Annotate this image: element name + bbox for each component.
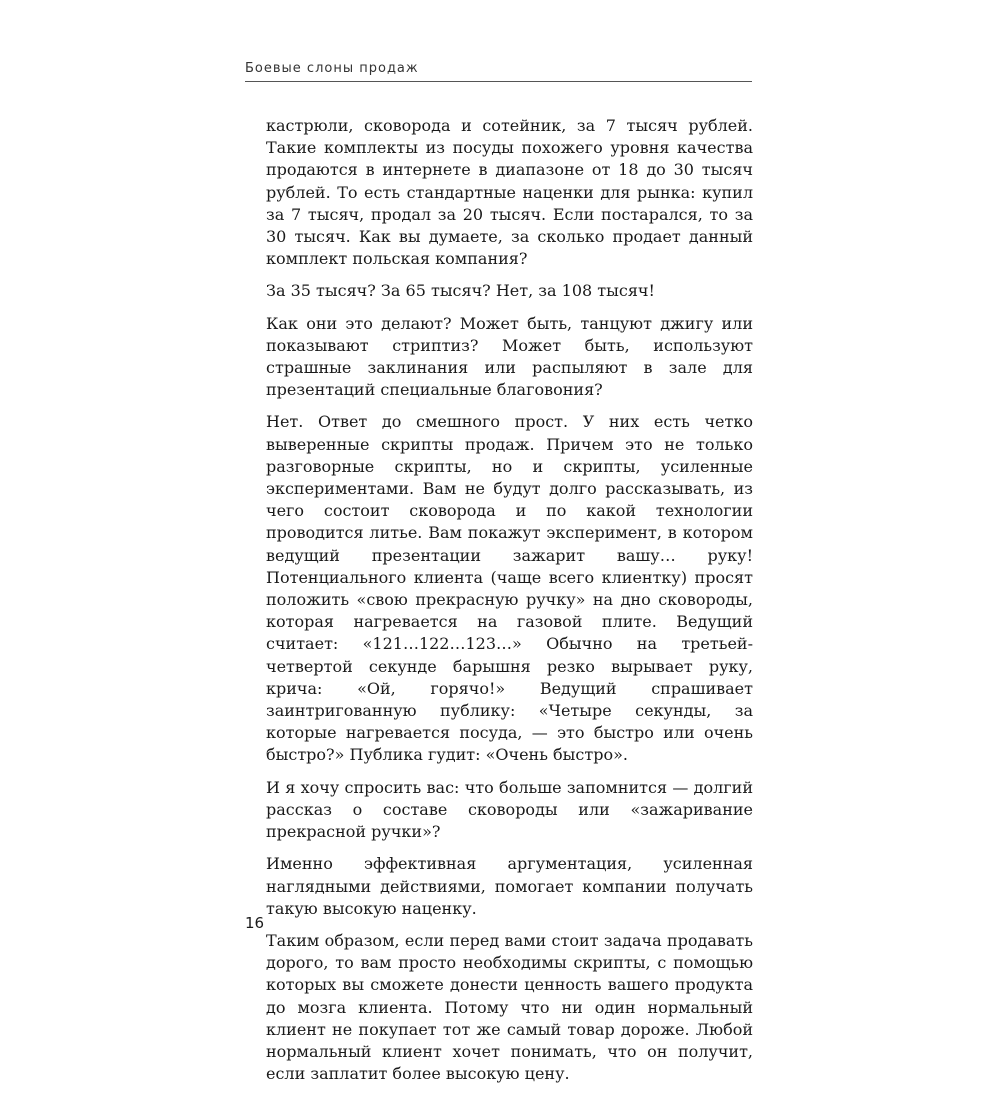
- running-header: Боевые слоны продаж: [245, 61, 419, 76]
- paragraph: Таким образом, если перед вами стоит задача продавать дорого, то вам просто необходимы скрипты, с помощью которых вы сможете донести ценность вашего продукта до мозга клиента. Потому что ни один нормальный клиент не покупает тот же самый товар дороже. Любой нормальный клиент хочет понимать, что он получит, если заплатит более высокую цену.: [266, 930, 753, 1084]
- header-rule: [245, 81, 752, 82]
- paragraph: Как они это делают? Может быть, танцуют джигу или показывают стриптиз? Может быть, используют страшные заклинания или распыляют в зале для презентаций специальные благовония?: [266, 313, 753, 400]
- paragraph: Именно эффективная аргументация, усиленная наглядными действиями, помогает компании получать такую высокую наценку.: [266, 854, 753, 918]
- body-text: [266, 115, 753, 1095]
- paragraph: кастрюли, сковорода и сотейник, за 7 тысяч рублей. Такие комплекты из посуды похожего уровня качества продаются в интернете в диапазоне от 18 до 30 тысяч рублей. То есть стандартные наценки для рынка: купил за 7 тысяч, продал за 20 тысяч. Если постарался, то за 30 тысяч. Как вы думаете, за сколько продает данный комплект польская компания?: [266, 116, 753, 269]
- paragraph: Нет. Ответ до смешного прост. У них есть четко выверенные скрипты продаж. Причем это не только разговорные скрипты, но и скрипты, усиленные экспериментами. Вам не будут долго рассказывать, из чего состоит сковорода и по какой технологии проводится литье. Вам покажут эксперимент, в котором ведущий презентации зажарит вашу… руку! Потенциального клиента (чаще всего клиентку) просят положить «свою прекрасную ручку» на дно сковороды, которая нагревается на газовой плите. Ведущий считает: «121…122…123…» Обычно на третьей-четвертой секунде барышня резко вырывает руку, крича: «Ой, горячо!» Ведущий спрашивает заинтригованную публику: «Четыре секунды, за которые нагревается посуда, — это быстро или очень быстро?» Публика гудит: «Очень быстро».: [266, 412, 753, 765]
- paragraph: И я хочу спросить вас: что больше запомнится — долгий рассказ о составе сковороды или «зажаривание прекрасной ручки»?: [266, 777, 753, 842]
- page-number: 16: [245, 914, 265, 932]
- paragraph: За 35 тысяч? За 65 тысяч? Нет, за 108 тысяч!: [266, 281, 655, 301]
